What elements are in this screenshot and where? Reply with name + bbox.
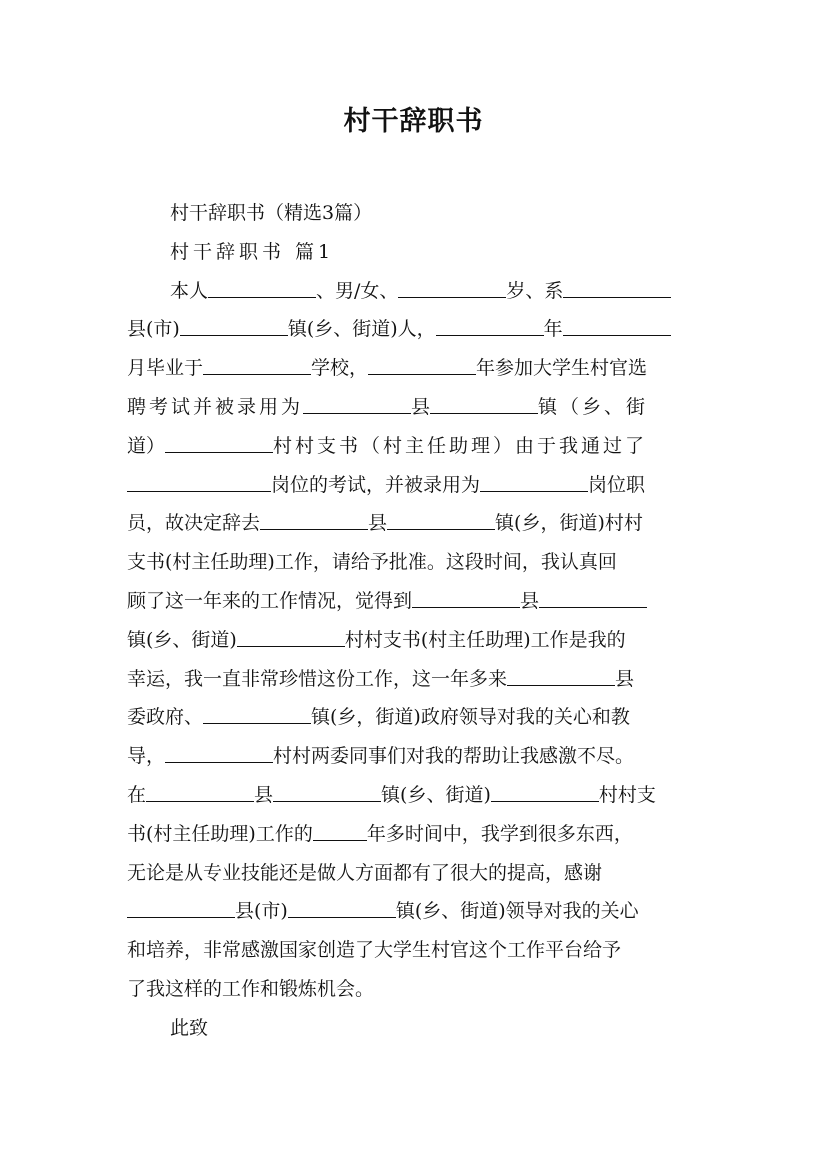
- fill-in-blank: [430, 391, 538, 414]
- fill-in-blank: [303, 391, 411, 414]
- text-span: 学校，: [311, 357, 369, 380]
- paragraph-line: [127, 504, 701, 543]
- fill-in-blank: [563, 313, 671, 336]
- paragraph-line: 支书(村主任助理)工作，请给予批准。这段时间，我认真回: [127, 551, 617, 574]
- text-span: 县: [254, 783, 274, 806]
- text-span: 道）: [127, 434, 166, 457]
- fill-in-blank: [436, 313, 544, 336]
- paragraph-line: [127, 310, 701, 349]
- text-span: 聘考试并被录用为: [127, 395, 304, 418]
- fill-in-blank: [491, 779, 599, 802]
- paragraph-line: [127, 815, 701, 854]
- text-span: 镇(乡，街道)政府领导对我的关心和教: [311, 706, 630, 729]
- text-span: 年多时间中，我学到很多东西，: [366, 822, 633, 845]
- fill-in-blank: [146, 779, 254, 802]
- fill-in-blank: [563, 275, 671, 298]
- text-span: 镇（乡、街: [538, 395, 649, 418]
- fill-in-blank: [127, 895, 235, 918]
- fill-in-blank: [507, 663, 615, 686]
- fill-in-blank: [288, 895, 396, 918]
- fill-in-blank: [165, 740, 273, 763]
- text-span: 、男/女、: [316, 279, 399, 302]
- fill-in-blank: [368, 352, 476, 375]
- paragraph-line: [127, 427, 701, 466]
- text-span: 顾了这一年来的工作情况，觉得到: [127, 589, 413, 612]
- text-span: 镇(乡、街道)人，: [287, 318, 436, 341]
- text-span: 村村支: [598, 783, 656, 806]
- text-span: 县: [411, 395, 431, 418]
- fill-in-blank: [180, 313, 288, 336]
- text-span: 岗位职: [588, 473, 646, 496]
- fill-in-blank: [203, 701, 311, 724]
- fill-in-blank: [539, 585, 647, 608]
- closing-line: 此致: [170, 1016, 209, 1039]
- fill-in-blank: [165, 430, 273, 453]
- text-span: 村村支书（村主任助理）由于我通过了: [273, 434, 648, 457]
- text-span: 县(市): [235, 900, 288, 923]
- paragraph-line: 和培养，非常感激国家创造了大学生村官这个工作平台给予: [127, 939, 622, 962]
- paragraph-line: [127, 349, 701, 388]
- text-span: 书(村主任助理)工作的: [127, 822, 313, 845]
- fill-in-blank: [480, 469, 588, 492]
- fill-in-blank: [203, 352, 311, 375]
- paragraph-line: [127, 892, 701, 931]
- text-span: 镇(乡、街道): [381, 783, 491, 806]
- section-heading: 村干辞职书 篇1: [170, 240, 335, 263]
- document-body: [127, 194, 701, 1048]
- text-span: 年: [543, 318, 563, 341]
- fill-in-blank: [387, 507, 495, 530]
- text-span: 县: [615, 667, 635, 690]
- fill-in-blank: [127, 469, 271, 492]
- paragraph-line: [127, 621, 701, 660]
- fill-in-blank: [273, 779, 381, 802]
- text-span: 员，故决定辞去: [127, 512, 261, 535]
- subtitle-line: 村干辞职书（精选3篇）: [170, 202, 373, 224]
- paragraph-line: 无论是从专业技能还是做人方面都有了很大的提高，感谢: [127, 861, 603, 884]
- document-title: 村干辞职书: [343, 106, 484, 137]
- fill-in-blank: [412, 585, 520, 608]
- paragraph-line: [127, 698, 701, 737]
- paragraph-line: [127, 272, 701, 311]
- fill-in-blank: [313, 818, 367, 841]
- text-span: 县: [520, 589, 540, 612]
- paragraph-line: [127, 737, 701, 776]
- text-span: 镇(乡，街道)村村: [495, 512, 643, 535]
- text-span: 村村两委同事们对我的帮助让我感激不尽。: [273, 745, 635, 768]
- fill-in-blank: [237, 624, 345, 647]
- text-span: 岗位的考试，并被录用为: [271, 473, 481, 496]
- text-span: 年参加大学生村官选: [476, 357, 648, 380]
- text-span: 镇(乡、街道): [127, 628, 237, 651]
- text-span: 县: [368, 512, 388, 535]
- fill-in-blank: [208, 275, 316, 298]
- paragraph-line: [127, 388, 701, 427]
- text-span: 岁、系: [506, 279, 564, 302]
- text-span: 月毕业于: [127, 357, 204, 380]
- text-span: 导，: [127, 745, 166, 768]
- paragraph-line: [127, 466, 701, 505]
- paragraph-line: 了我这样的工作和锻炼机会。: [127, 977, 375, 1000]
- text-span: 镇(乡、街道)领导对我的关心: [395, 900, 639, 923]
- fill-in-blank: [260, 507, 368, 530]
- text-span: 在: [127, 783, 147, 806]
- paragraph-line: [127, 660, 701, 699]
- text-span: 县(市): [127, 318, 180, 341]
- fill-in-blank: [398, 275, 506, 298]
- text-span: 村村支书(村主任助理)工作是我的: [344, 628, 626, 651]
- paragraph-line: [127, 776, 701, 815]
- paragraph-line: [127, 582, 701, 621]
- text-span: 委政府、: [127, 706, 204, 729]
- text-span: 幸运，我一直非常珍惜这份工作，这一年多来: [127, 667, 508, 690]
- text-span: 本人: [170, 279, 209, 302]
